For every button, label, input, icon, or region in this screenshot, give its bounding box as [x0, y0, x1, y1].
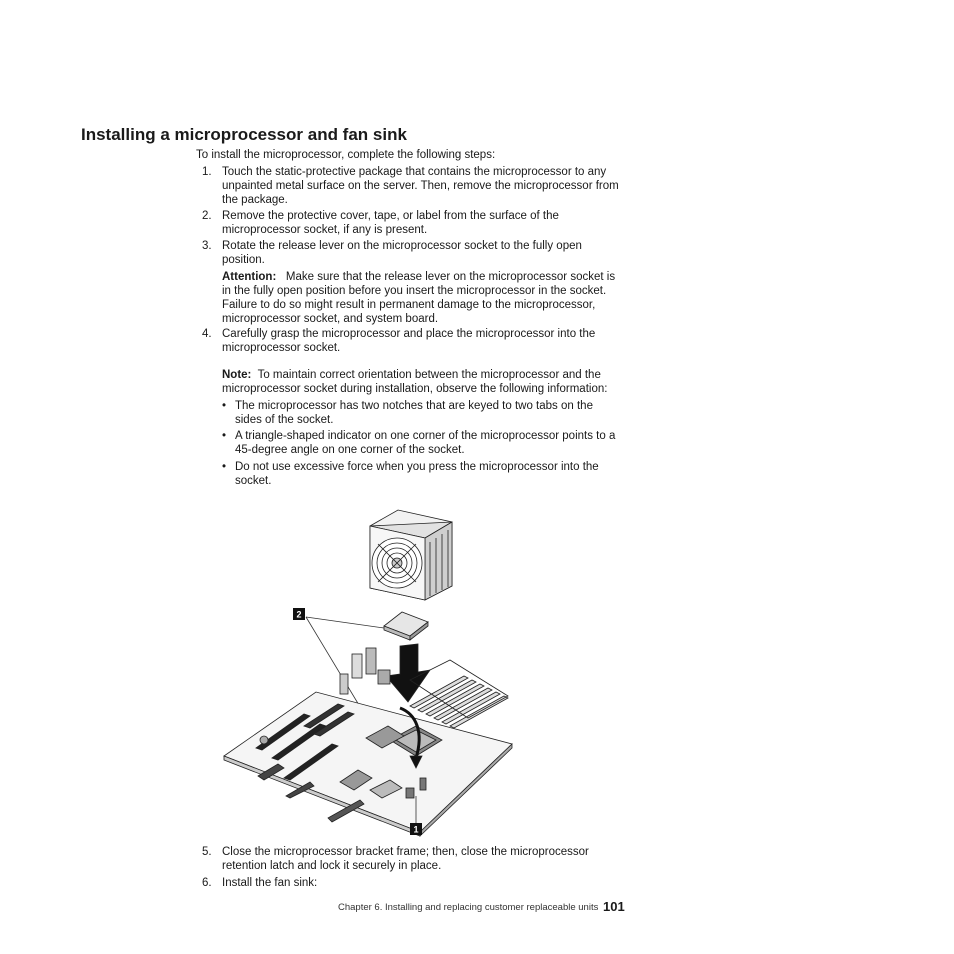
step-text: Close the microprocessor bracket frame; then, close the microprocessor retention latch and lock it securely in place. [222, 846, 589, 872]
step-text: Install the fan sink: [222, 877, 318, 889]
bullet-text: A triangle-shaped indicator on one corner of the microprocessor points to a 45-degree angle on one corner of the socket. [235, 430, 616, 456]
footer-chapter: Chapter 6. Installing and replacing customer replaceable units [338, 902, 599, 913]
page-number: 101 [603, 899, 625, 914]
step-text: Rotate the release lever on the microprocessor socket to the fully open position. [222, 240, 582, 266]
page-title: Installing a microprocessor and fan sink [81, 125, 407, 144]
intro-text: To install the microprocessor, complete the following steps: [196, 149, 496, 161]
callout-2-label: 2 [296, 609, 302, 620]
step-number: 2. [202, 210, 212, 222]
system-board-illustration [224, 648, 512, 836]
fan-sink-illustration [370, 510, 452, 600]
step-text: Remove the protective cover, tape, or label from the surface of the microprocessor socket, if any is present. [222, 210, 559, 236]
step-text: Touch the static-protective package that contains the microprocessor to any unpainted metal surface on the server. Then, remove the microprocessor from the package. [222, 166, 619, 206]
microprocessor-illustration [384, 612, 428, 640]
note-text: To maintain correct orientation between the microprocessor and the microprocessor socket during installation, observe the following information: [222, 369, 608, 395]
attention-text: Make sure that the release lever on the microprocessor socket is in the fully open position before you insert the microprocessor in the socket. Failure to do so might result in permanent damage to the microprocessor, microprocessor socket, and system board. [222, 271, 616, 325]
callout-1 [410, 823, 422, 835]
step-number: 5. [202, 846, 212, 858]
step-number: 3. [202, 240, 212, 252]
note-label: Note: [222, 369, 252, 381]
bullet-mark: • [222, 430, 227, 442]
step-number: 6. [202, 877, 212, 889]
step-text: Carefully grasp the microprocessor and place the microprocessor into the microprocessor socket. [222, 328, 596, 354]
bullet-mark: • [222, 461, 227, 473]
attention-label: Attention: [222, 271, 277, 283]
installation-illustration [220, 500, 525, 840]
callout-1-label: 1 [413, 824, 419, 835]
note [222, 368, 626, 396]
callout-2 [293, 608, 305, 620]
step-number: 4. [202, 328, 212, 340]
bullet-mark: • [222, 400, 227, 412]
bullet-text: The microprocessor has two notches that are keyed to two tabs on the sides of the socket. [235, 400, 593, 426]
bullet-text: Do not use excessive force when you press the microprocessor into the socket. [235, 461, 599, 487]
attention-note [222, 270, 626, 326]
step-number: 1. [202, 166, 212, 178]
